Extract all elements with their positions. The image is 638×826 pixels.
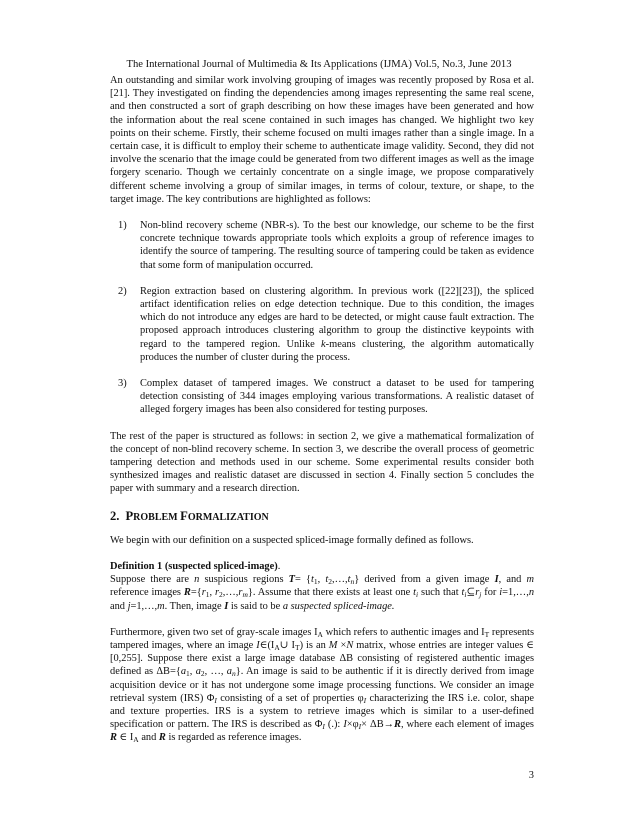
section-heading: 2. PROBLEM FORMALIZATION [110,508,269,523]
list-text: Non-blind recovery scheme (NBR-s). To the best our knowledge, our scheme to be the first concrete technique towards appropriate tools which exploits a group of reference images to identify the source of tampering. The resulting source of tampering could be taken as evidence that some form of manipulation occurred. [140,220,534,271]
list-number: 2) [118,285,127,297]
running-head: The International Journal of Multimedia & Its Applications (IJMA) Vol.5, No.3, June 2013 [126,59,512,70]
list-text: Complex dataset of tampered images. We construct a dataset to be used for tampering detection consisting of 344 images employing various transformations. A realistic dataset of alleged forgery images has been also considered for testing purposes. [140,378,534,416]
contributions-list [110,219,534,417]
list-item [110,219,534,272]
furthermore-paragraph: Furthermore, given two set of gray-scale images $I_A$ which refers to authentic images and $I_T$ represents tampered images, where an image $I\in(I_A\cup$ $I_T$) is an M ×N matrix, whose entries are integer values ∈ [0,255]. Suppose there exist a large image database ΔB consisting of registered authentic images defined as $\Delta B=\{a_1$, $a_2$, …, $a_n$}. An image is said to be authentic if it is directly derived from image acquisition device or it has not undergone some image processing functions. We consider an image retrieval system (IRS) $\Phi_I$ consisting of a set of properties $\varphi_I$ characterizing the IRS i.e. color, shape and texture properties. IRS is a system to retrieve images which is similar to a user-defined specification or pattern. The IRS is described as $\Phi_I$ (.): $I\times\varphi_I\times \Delta B\to R$, where each element of images R ∈ $I_A$ and R is regarded as reference images. [110,626,535,745]
section-intro: We begin with our definition on a suspected spliced-image formally defined as follows. [110,534,474,546]
list-number: 1) [118,220,127,232]
list-text: Region extraction based on clustering algorithm. In previous work ([22][23]), the spliced artifact identification relies on edge detection technique. Due to this condition, the images which do not introduce any edges are hard to be detected, or might cause fault extraction. The proposed approach introduces clustering algorithm to group the distinctive keypoints with regard to the tampered region. Unlike k-means clustering, the algorithm automatically produces the number of cluster during the process. [140,285,534,363]
outline-paragraph: The rest of the paper is structured as follows: in section 2, we give a mathematical formalization of the concept of non-blind recovery scheme. In section 3, we describe the overall process of geometric tampering detection and methods used in our scheme. Some experimental results consider both synthesized images and realistic dataset are discussed in section 4. Finally section 5 concludes the paper with summary and a research direction. [110,430,534,495]
definition-title: Definition 1 (suspected spliced-image). [110,560,281,572]
list-number: 3) [118,378,127,390]
page-body [110,74,534,745]
list-item [110,377,534,417]
definition-body: Suppose there are n suspicious regions $T= \{t_1$, $t_2,\dots,t_n$} derived from a given image I, and m reference images $R=\{r_1$, $r_2,\dots,r_m$}. Assume that there exists at least one $t_i$ such that $t_i⊆r_j$ for i=1,…,n and j=1,…,m. Then, image I is said to be a suspected spliced-image. [110,574,535,612]
page-number: 3 [528,770,534,781]
intro-paragraph: An outstanding and similar work involving grouping of images was recently proposed by Rosa et al.[21]. They investigated on finding the dependencies among images representing the same real scene, and then constructed a sort of graph describing on how these images have been generated and how the information about the real scene contained in such images has changed. We highlight two key points on their scheme. Firstly, their scheme focused on multi images rather than a single image. In a certain case, it is difficult to employ their scheme to authenticate image validity. Second, they did not involve the scenario that the image could be generated from two different images as well as the image forgery scenario. Though we certainly concentrate on a single image, we propose comparatively different scheme involving a group of similar images, in terms of colour, texture, or shape, to the target image. The key contributions are highlighted as follows: [110,75,534,205]
list-item [110,285,534,364]
